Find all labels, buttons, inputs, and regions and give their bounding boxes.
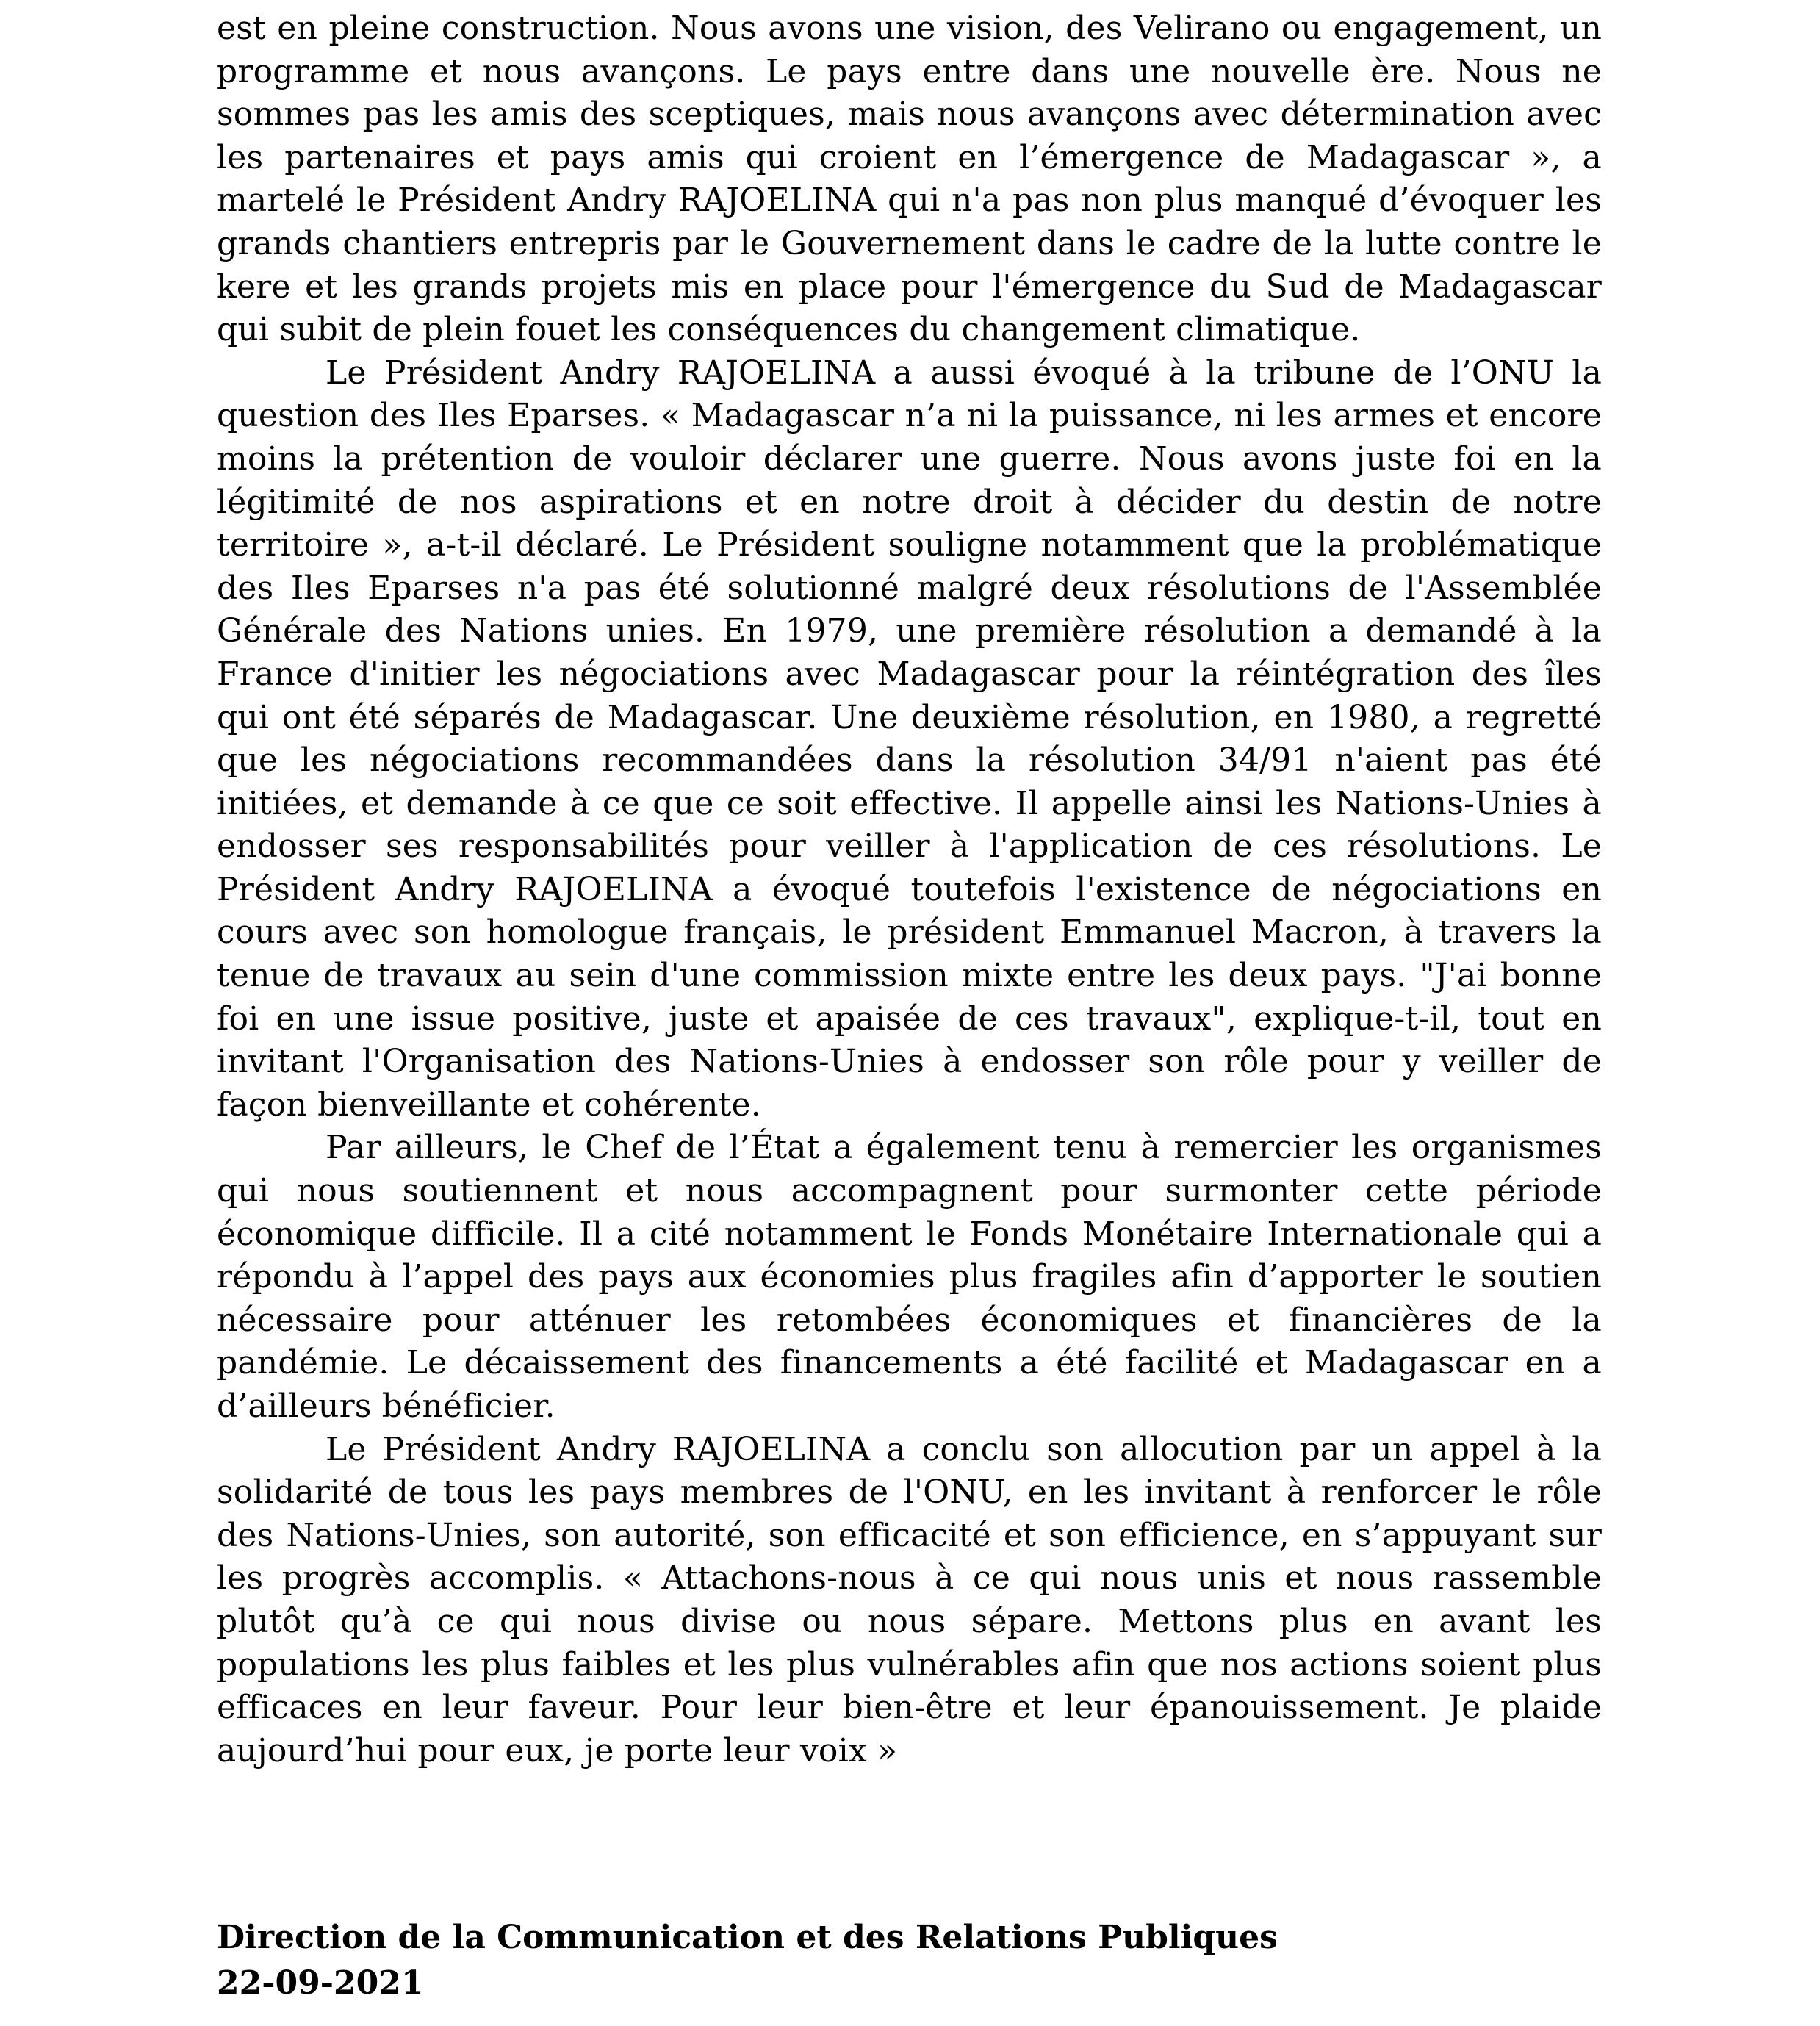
paragraph-remerciements: Par ailleurs, le Chef de l’État a également tenu à remercier les organismes qui nous soutiennent et nous accompagnent pour surmonter cette période économique difficile. Il a cité notamment le Fonds Monétaire Internationale qui a répondu à l’appel des pays aux économies plus fragiles afin d’apporter le soutien nécessaire pour atténuer les retombées économiques et financières de la pandémie. Le décaissement des financements a été facilité et Madagascar en a d’ailleurs bénéficier.	[217, 1129, 1602, 1425]
signature-organization: Direction de la Communication et des Relations Publiques	[217, 1919, 1278, 1956]
signature-date: 22-09-2021	[217, 1964, 424, 2002]
document-body	[217, 7, 1602, 1772]
signature-block	[217, 1915, 1278, 2006]
paragraph-conclusion: Le Président Andry RAJOELINA a conclu son allocution par un appel à la solidarité de tous les pays membres de l'ONU, en les invitant à renforcer le rôle des Nations-Unies, son autorité, son efficacité et son efficience, en s’appuyant sur les progrès accomplis. « Attachons-nous à ce qui nous unis et nous rassemble plutôt qu’à ce qui nous divise ou nous sépare. Mettons plus en avant les populations les plus faibles et les plus vulnérables afin que nos actions soient plus efficaces en leur faveur. Pour leur bien-être et leur épanouissement. Je plaide aujourd’hui pour eux, je porte leur voix »	[217, 1430, 1602, 1770]
paragraph-1: est en pleine construction. Nous avons une vision, des Velirano ou engagement, un programme et nous avançons. Le pays entre dans une nouvelle ère. Nous ne sommes pas les amis des sceptiques, mais nous avançons avec détermination avec les partenaires et pays amis qui croient en l’émergence de Madagascar », a martelé le Président Andry RAJOELINA qui n'a pas non plus manqué d’évoquer les grands chantiers entrepris par le Gouvernement dans le cadre de la lutte contre le kere et les grands projets mis en place pour l'émergence du Sud de Madagascar qui subit de plein fouet les conséquences du changement climatique.	[217, 10, 1602, 349]
paragraph-iles-eparses: Le Président Andry RAJOELINA a aussi évoqué à la tribune de l’ONU la question des Iles Eparses. « Madagascar n’a ni la puissance, ni les armes et encore moins la prétention de vouloir déclarer une guerre. Nous avons juste foi en la légitimité de nos aspirations et en notre droit à décider du destin de notre territoire », a-t-il déclaré. Le Président souligne notamment que la problématique des Iles Eparses n'a pas été solutionné malgré deux résolutions de l'Assemblée Générale des Nations unies. En 1979, une première résolution a demandé à la France d'initier les négociations avec Madagascar pour la réintégration des îles qui ont été séparés de Madagascar. Une deuxième résolution, en 1980, a regretté que les négociations recommandées dans la résolution 34/91 n'aient pas été initiées, et demande à ce que ce soit effective. Il appelle ainsi les Nations-Unies à endosser ses responsabilités pour veiller à l'application de ces résolutions. Le Président Andry RAJOELINA a évoqué toutefois l'existence de négociations en cours avec son homologue français, le président Emmanuel Macron, à travers la tenue de travaux au sein d'une commission mixte entre les deux pays. "J'ai bonne foi en une issue positive, juste et apaisée de ces travaux", explique-t-il, tout en invitant l'Organisation des Nations-Unies à endosser son rôle pour y veiller de façon bienveillante et cohérente.	[217, 353, 1602, 1124]
